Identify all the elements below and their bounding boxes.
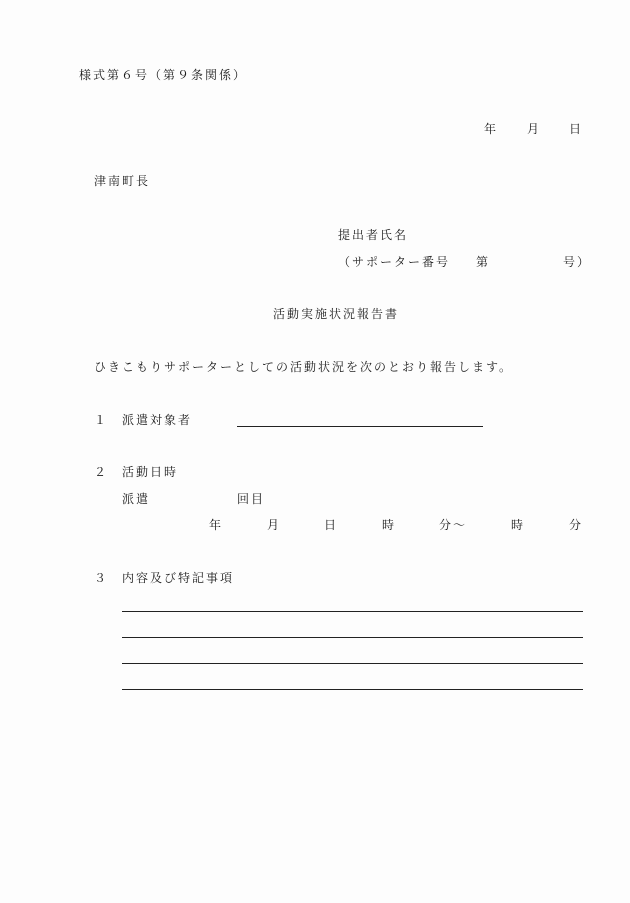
datetime-unit-hour-start: 時 (382, 518, 397, 532)
notes-line-2[interactable] (122, 637, 583, 638)
datetime-unit-year: 年 (209, 518, 224, 532)
target-person-field-line[interactable] (237, 426, 483, 427)
datetime-unit-minute-end: 分 (569, 518, 584, 532)
item-2-label: 活動日時 (122, 465, 179, 479)
supporter-number-dai: 第 (476, 255, 491, 269)
document-title: 活動実施状況報告書 (273, 307, 400, 321)
item-2-number: ２ (94, 465, 109, 479)
date-day-label: 日 (569, 122, 584, 136)
datetime-unit-month: 月 (267, 518, 282, 532)
supporter-number-close: 号） (563, 255, 592, 269)
dispatch-label: 派遣 (122, 492, 151, 506)
datetime-unit-hour-end: 時 (511, 518, 526, 532)
date-month-label: 月 (527, 122, 542, 136)
submitter-name-label: 提出者氏名 (338, 228, 409, 242)
intro-text: ひきこもりサポーターとしての活動状況を次のとおり報告します。 (94, 360, 514, 374)
date-year-label: 年 (484, 122, 499, 136)
dispatch-count-unit: 回目 (237, 492, 266, 506)
item-1-number: １ (94, 413, 109, 427)
item-3-number: ３ (94, 571, 109, 585)
item-1-label: 派遣対象者 (122, 413, 193, 427)
notes-line-3[interactable] (122, 663, 583, 664)
form-number-label: 様式第６号（第９条関係） (79, 68, 248, 82)
notes-line-4[interactable] (122, 689, 583, 690)
datetime-unit-day: 日 (324, 518, 339, 532)
item-3-label: 内容及び特記事項 (122, 571, 235, 585)
supporter-number-open: （サポーター番号 (338, 255, 451, 269)
datetime-unit-minute-start: 分～ (439, 518, 468, 532)
notes-line-1[interactable] (122, 611, 583, 612)
addressee: 津南町長 (94, 174, 151, 188)
